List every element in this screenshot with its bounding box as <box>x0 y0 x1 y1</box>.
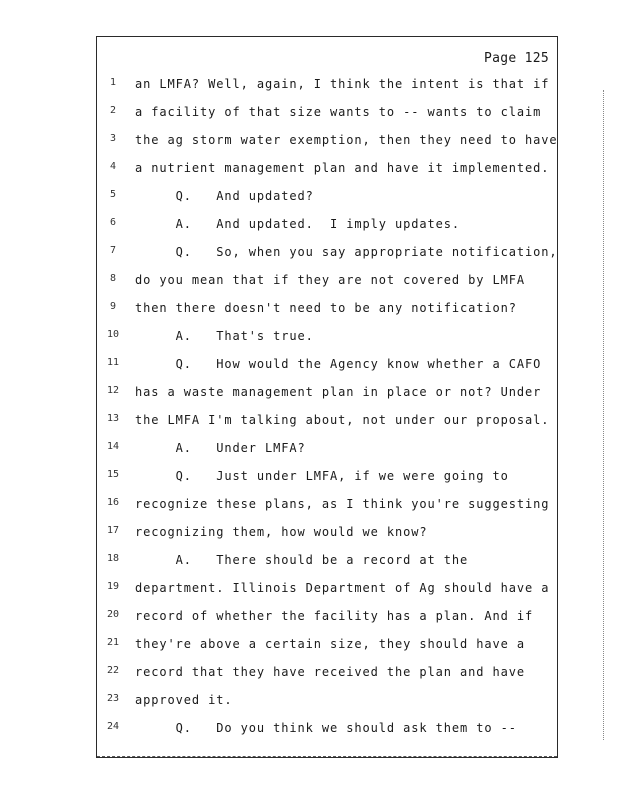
line-number: 5 <box>109 189 117 200</box>
line-number: 9 <box>109 301 117 312</box>
line-text: recognize these plans, as I think you're suggesting <box>135 497 550 511</box>
line-number: 20 <box>106 609 120 620</box>
line-text: Q. And updated? <box>135 189 314 203</box>
line-text: Q. Do you think we should ask them to -- <box>135 721 517 735</box>
line-number: 16 <box>106 497 120 508</box>
line-number: 12 <box>106 385 120 396</box>
line-number: 2 <box>109 105 117 116</box>
transcript-line <box>97 299 557 319</box>
transcript-line <box>97 187 557 207</box>
transcript-line <box>97 215 557 235</box>
line-number: 14 <box>106 441 120 452</box>
line-text: A. Under LMFA? <box>135 441 306 455</box>
line-number: 13 <box>106 413 120 424</box>
transcript-line <box>97 75 557 95</box>
line-text: an LMFA? Well, again, I think the intent is that if <box>135 77 550 91</box>
line-number: 11 <box>106 357 120 368</box>
line-text: A. That's true. <box>135 329 314 343</box>
line-text: Q. So, when you say appropriate notification, <box>135 245 558 259</box>
line-number: 15 <box>106 469 120 480</box>
line-text: has a waste management plan in place or not? Under <box>135 385 542 399</box>
transcript-line <box>97 691 557 711</box>
transcript-line <box>97 411 557 431</box>
transcript-line <box>97 271 557 291</box>
line-text: Q. Just under LMFA, if we were going to <box>135 469 509 483</box>
transcript-line <box>97 159 557 179</box>
transcript-line <box>97 495 557 515</box>
line-number: 19 <box>106 581 120 592</box>
line-text: approved it. <box>135 693 233 707</box>
line-number: 17 <box>106 525 120 536</box>
line-number: 24 <box>106 721 120 732</box>
line-number: 6 <box>109 217 117 228</box>
line-number: 4 <box>109 161 117 172</box>
transcript-line <box>97 243 557 263</box>
line-number: 23 <box>106 693 120 704</box>
transcript-line <box>97 355 557 375</box>
line-number: 3 <box>109 133 117 144</box>
line-number: 21 <box>106 637 120 648</box>
transcript-line <box>97 131 557 151</box>
transcript-line <box>97 103 557 123</box>
line-text: department. Illinois Department of Ag should have a <box>135 581 550 595</box>
transcript-line <box>97 663 557 683</box>
line-text: record of whether the facility has a plan. And if <box>135 609 534 623</box>
transcript-line <box>97 635 557 655</box>
page-number: Page 125 <box>483 51 549 66</box>
line-text: the ag storm water exemption, then they need to have <box>135 133 558 147</box>
transcript-line <box>97 467 557 487</box>
transcript-line <box>97 719 557 739</box>
margin-rule <box>603 90 605 740</box>
line-text: a nutrient management plan and have it implemented. <box>135 161 550 175</box>
line-text: a facility of that size wants to -- wants to claim <box>135 105 542 119</box>
transcript-line <box>97 383 557 403</box>
line-text: the LMFA I'm talking about, not under our proposal. <box>135 413 550 427</box>
line-number: 1 <box>109 77 117 88</box>
line-text: A. And updated. I imply updates. <box>135 217 460 231</box>
transcript-line <box>97 607 557 627</box>
line-text: then there doesn't need to be any notification? <box>135 301 517 315</box>
line-text: they're above a certain size, they should have a <box>135 637 525 651</box>
line-text: A. There should be a record at the <box>135 553 469 567</box>
transcript-line <box>97 579 557 599</box>
line-text: do you mean that if they are not covered by LMFA <box>135 273 525 287</box>
line-text: Q. How would the Agency know whether a CAFO <box>135 357 542 371</box>
line-number: 7 <box>109 245 117 256</box>
line-text: record that they have received the plan and have <box>135 665 525 679</box>
line-number: 22 <box>106 665 120 676</box>
bottom-rule <box>97 752 557 757</box>
line-number: 10 <box>106 329 120 340</box>
transcript-line <box>97 327 557 347</box>
line-number: 18 <box>106 553 120 564</box>
transcript-line <box>97 523 557 543</box>
line-text: recognizing them, how would we know? <box>135 525 428 539</box>
transcript-line <box>97 551 557 571</box>
line-number: 8 <box>109 273 117 284</box>
transcript-page <box>96 36 558 758</box>
transcript-line <box>97 439 557 459</box>
